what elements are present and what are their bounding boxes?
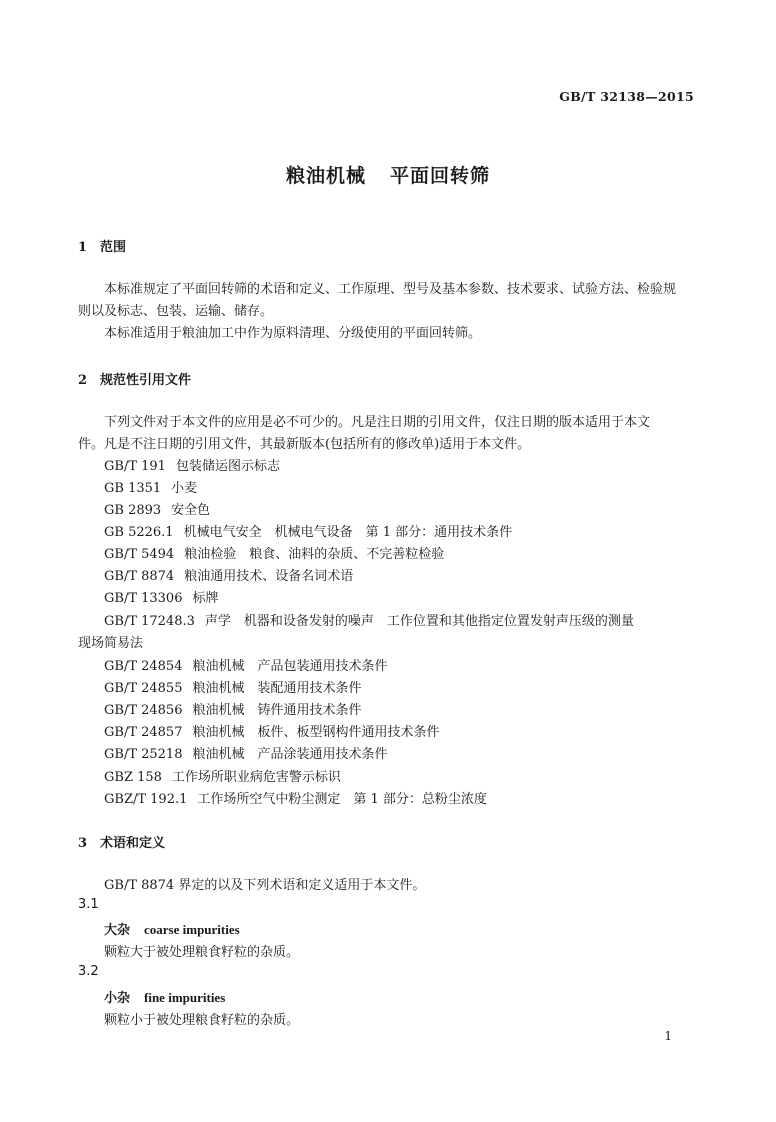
document-title	[0, 161, 776, 188]
ref-item: GB/T 24856 粮油机械 铸件通用技术条件	[104, 703, 362, 718]
scope-para-1-line-2: 则以及标志、包装、运输、储存。	[78, 304, 274, 319]
ref-item: GB/T 17248.3 声学 机器和设备发射的噪声 工作位置和其他指定位置发射声压级的测量	[104, 614, 634, 629]
ref-item: GB/T 24857 粮油机械 板件、板型钢构件通用技术条件	[104, 725, 440, 740]
ref-item: GB 2893 安全色	[104, 503, 211, 518]
ref-item: GB/T 13306 标牌	[104, 591, 219, 606]
ref-item: GB/T 25218 粮油机械 产品涂装通用技术条件	[104, 747, 388, 762]
terms-intro: GB/T 8874 界定的以及下列术语和定义适用于本文件。	[104, 878, 426, 893]
title-part-1: 粮油机械	[285, 165, 366, 187]
term-number: 3.2	[78, 964, 99, 979]
ref-item: GB/T 24855 粮油机械 装配通用技术条件	[104, 681, 362, 696]
standard-code: GB/T 32138—2015	[559, 89, 694, 104]
scope-para-1-line-1: 本标准规定了平面回转筛的术语和定义、工作原理、型号及基本参数、技术要求、试验方法、检验规	[104, 282, 677, 297]
ref-item: GB/T 8874 粮油通用技术、设备名词术语	[104, 569, 354, 584]
ref-item: GB/T 5494 粮油检验 粮食、油料的杂质、不完善粒检验	[104, 547, 445, 562]
title-part-2: 平面回转筛	[390, 165, 491, 187]
term-title: 小杂 fine impurities	[104, 990, 226, 1006]
ref-item: GB 1351 小麦	[104, 481, 198, 496]
ref-item-continuation: 现场简易法	[78, 636, 144, 651]
ref-item: GBZ/T 192.1 工作场所空气中粉尘测定 第 1 部分：总粉尘浓度	[104, 792, 487, 807]
refs-intro-line-2: 件。凡是不注日期的引用文件，其最新版本(包括所有的修改单)适用于本文件。	[78, 437, 531, 452]
page-number: 1	[664, 1029, 672, 1043]
ref-item: GB 5226.1 机械电气安全 机械电气设备 第 1 部分：通用技术条件	[104, 525, 513, 540]
ref-item: GB/T 24854 粮油机械 产品包装通用技术条件	[104, 659, 388, 674]
term-number: 3.1	[78, 897, 99, 912]
section-3-heading: 3 术语和定义	[78, 836, 166, 851]
refs-intro-line-1: 下列文件对于本文件的应用是必不可少的。凡是注日期的引用文件，仅注日期的版本适用于本文	[104, 415, 651, 430]
scope-para-2: 本标准适用于粮油加工中作为原料清理、分级使用的平面回转筛。	[104, 326, 482, 341]
term-definition: 颗粒大于被处理粮食籽粒的杂质。	[104, 945, 300, 960]
ref-item: GBZ 158 工作场所职业病危害警示标识	[104, 770, 341, 785]
ref-item: GB/T 191 包装储运图示标志	[104, 459, 280, 474]
term-definition: 颗粒小于被处理粮食籽粒的杂质。	[104, 1013, 300, 1028]
term-title: 大杂 coarse impurities	[104, 922, 240, 938]
section-1-heading: 1 范围	[78, 240, 127, 255]
section-2-heading: 2 规范性引用文件	[78, 373, 192, 388]
